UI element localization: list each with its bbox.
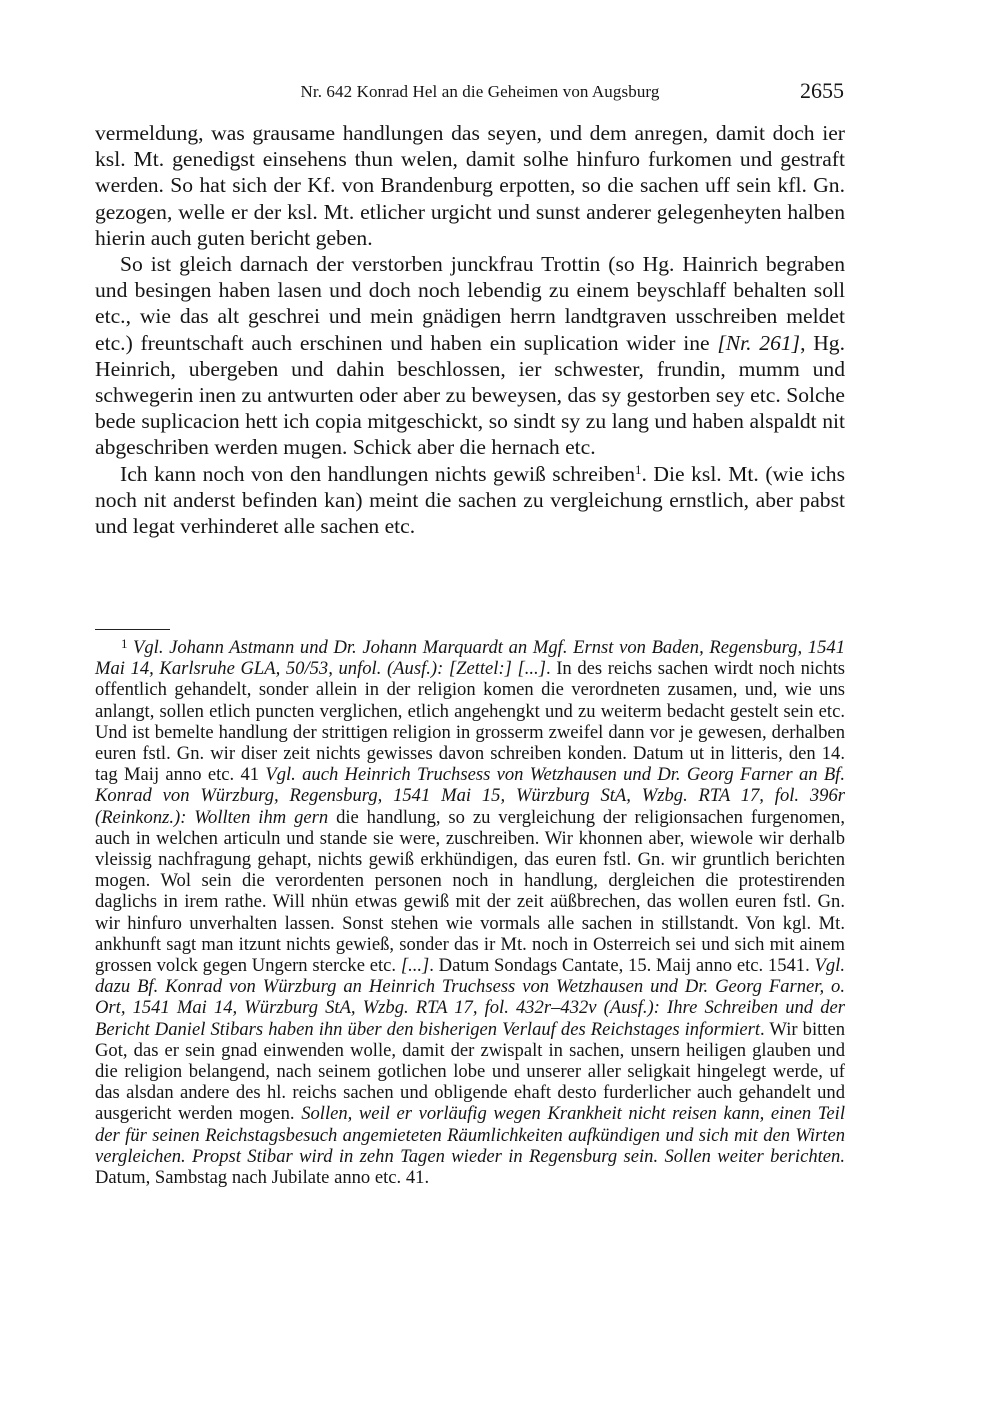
footnote-1-quote-4: . Wir bitten Got, das er sein gnad einwenden wolle, damit der zwispalt in sachen, unsern heiligen glauben und die religion belangend, nach seinem gotlichen lobe und unserer aller seligkait hingelegt werde, uf das alsdan andere des hl. reichs sachen und obligende ehaft desto furderlicher auch gehandelt und ausgericht werden mogen. <box>95 1018 845 1125</box>
paragraph-1: vermeldung, was grausame handlungen das seyen, und dem anregen, damit doch ier ksl. Mt. genedigst einsehens thun welen, damit solhe hinfuro furkomen und gestraft werden. So hat sich der Kf. von Brandenburg erpotten, so die sachen uff sein kfl. Gn. gezogen, welle er der ksl. Mt. etlicher urgicht und sunst anderer gelegenheyten halben hierin auch guten bericht geben. <box>95 121 845 250</box>
paragraph-3-text-b: . Die ksl. Mt. (wie ichs noch nit anderst befinden kan) meint die sachen zu vergleichung ernstlich, aber pabst und legat verhinderet alle sachen etc. <box>95 461 845 539</box>
footnote-1-editorial-4: Vgl. dazu Bf. Konrad von Würzburg an Heinrich Truchsess von Wetzhausen und Dr. Georg Farner, o. Ort, 1541 Mai 14, Würzburg StA, Wzbg. RTA 17, fol. 432r–432v (Ausf.): Ihre Schreiben und der Bericht Daniel Stibars haben ihn über den bisherigen Verlauf des Reichstages informiert <box>95 955 845 1040</box>
footnote-1-quote-2: die handlung, so zu vergleichung der religionsachen furgenomen, auch in welchen articuln und stande sie were, zuschreiben. Wir khonnen aber, wiewole wir derhalb vleissig nachfragung gehapt, nichts gewiß erkhündigen, das euren fstl. Gn. wir gruntlich berichten mogen. Wol sein die verordenten personen noch in handlung, dergleichen die protestirenden daglichs in irem rathe. Will nhün etwas gewiß mit der zeit aüßbrechen, das wollen euren fstl. Gn. wir hinfuro unverhalten lassen. Sonst stehen wie vormals alle sachen in stillstandt. Von kgl. Mt. ankhunft sagt man itzunt nichts gewieß, sonder das ir Mt. noch in Osterreich sei und sich mit ainem grossen volck gegen Ungern stercke etc. <box>95 806 845 977</box>
footnote-1-editorial-5: Sollen, weil er vorläufig wegen Krankheit nicht reisen kann, einen Teil der für seinen Reichstagsbesuch angemieteten Räumlichkeiten aufkündigen und sich mit den Wirten vergleichen. Propst Stibar wird in zehn Tagen wieder in Regensburg sein. Sollen weiter berichten. <box>95 1103 845 1167</box>
running-title: Nr. 642 Konrad Hel an die Geheimen von Augsburg <box>300 82 660 101</box>
footnote-reference: 1 <box>635 461 642 477</box>
paragraph-3 <box>95 461 845 540</box>
footnote-1-editorial-2: Vgl. auch Heinrich Truchsess von Wetzhausen und Dr. Georg Farner an Bf. Konrad von Würzburg, Regensburg, 1541 Mai 15, Würzburg StA, Wzbg. RTA 17, fol. 396r (Reinkonz.): Wollten ihm gern <box>95 764 845 828</box>
footnote-1-quote-1: . In des reichs sachen wirdt noch nichts offentlich gehandelt, sonder allein in der religion komen die verordneten zusamen, und, wie uns anlangt, sollen etlich puncten verglichen, etlich angehengkt und zu weiterm bedacht gestelt sein etc. Und ist bemelte handlung der strittigen religion in grosserm zweifel dann vor je gewesen, derhalben euren fstl. Gn. wir diser zeit nichts gewisses davon schreiben konden. Datum ut in litteris, den 14. tag Maij anno etc. 41 <box>95 658 845 786</box>
paragraph-3-text-a: Ich kann noch von den handlungen nichts gewiß schreiben <box>120 461 636 486</box>
paragraph-2 <box>95 251 845 461</box>
footnote-1-editorial-3: [...] <box>400 955 430 977</box>
footnote-1: 1 Vgl. Johann Astmann und Dr. Johann Marquardt an Mgf. Ernst von Baden, Regensburg, 1541 Mai 14, Karlsruhe GLA, 50/53, unfol. (Ausf.): [Zettel:] [...]. In des reichs sachen wirdt noch nichts offentlich gehandelt, sonder allein in der religion komen die verordneten zusamen, und, wie uns anlangt, sollen etlich puncten verglichen, etlich angehengkt und zu weiterm bedacht gestelt sein etc. Und ist bemelte handlung der strittigen religion in grosserm zweifel dann vor je gewesen, derhalben euren fstl. Gn. wir diser zeit nichts gewisses davon schreiben konden. Datum ut in litteris, den 14. tag Maij anno etc. 41 Vgl. auch Heinrich Truchsess von Wetzhausen und Dr. Georg Farner an Bf. Konrad von Würzburg, Regensburg, 1541 Mai 15, Würzburg StA, Wzbg. RTA 17, fol. 396r (Reinkonz.): Wollten ihm gern die handlung, so zu vergleichung der religionsachen furgenomen, auch in welchen articuln und stande sie were, zuschreiben. Wir khonnen aber, wiewole wir derhalb vleissig nachfragung gehapt, nichts gewiß erkhündigen, das euren fstl. Gn. wir gruntlich berichten mogen. Wol sein die verordenten personen noch in handlung, dergleichen die protestirenden daglichs in irem rathe. Will nhün etwas gewiß mit der zeit aüßbrechen, das wollen euren fstl. Gn. wir hinfuro unverhalten lassen. Sonst stehen wie vormals alle sachen in stillstandt. Von kgl. Mt. ankhunft sagt man itzunt nichts gewieß, sonder das ir Mt. noch in Osterreich sei und sich mit ainem grossen volck gegen Ungern stercke etc. [...]. Datum Sondags Cantate, 15. Maij anno etc. 1541. Vgl. dazu Bf. Konrad von Würzburg an Heinrich Truchsess von Wetzhausen und Dr. Georg Farner, o. Ort, 1541 Mai 14, Würzburg StA, Wzbg. RTA 17, fol. 432r–432v (Ausf.): Ihre Schreiben und der Bericht Daniel Stibars haben ihn über den bisherigen Verlauf des Reichstages informiert. Wir bitten Got, das er sein gnad einwenden wolle, damit der zwispalt in sachen, unsern heiligen glauben und die religion belangend, nach seinem gotlichen lobe und unserer aller seligkait hingelegt werde, uf das alsdan andere des hl. reichs sachen und obligende ehaft desto furderlicher auch gehandelt und ausgericht werden mogen. Sollen, weil er vorläufig wegen Krankheit nicht reisen kann, einen Teil der für seinen Reichstagsbesuch angemieteten Räumlichkeiten aufkündigen und sich mit den Wirten vergleichen. Propst Stibar wird in zehn Tagen wieder in Regensburg sein. Sollen weiter berichten. Datum, Sambstag nach Jubilate anno etc. 41. <box>95 636 845 1189</box>
paragraph-2-text-b: , Hg. Heinrich, ubergeben und dahin beschlossen, ier schwester, frundin, mumm und schwegerin inen zu antwurten oder aber zu beweysen, das sy gestorben sey etc. Solche bede suplicacion hett ich copia mitgeschickt, so sindt sy zu lang und haben alspaldt nit abgeschriben werden mugen. Schick aber die hernach etc. <box>95 330 845 460</box>
main-text <box>95 120 845 539</box>
cross-reference: [Nr. 261] <box>717 330 801 355</box>
footnotes <box>95 637 845 1188</box>
page-number: 2655 <box>800 78 844 103</box>
footnote-1-editorial-1: Vgl. Johann Astmann und Dr. Johann Marquardt an Mgf. Ernst von Baden, Regensburg, 1541 Mai 14, Karlsruhe GLA, 50/53, unfol. (Ausf.): [Zettel:] [...] <box>95 637 845 680</box>
footnote-separator <box>95 629 170 630</box>
paragraph-2-text-a: So ist gleich darnach der verstorben junckfrau Trottin (so Hg. Hainrich begraben und besingen haben lasen und doch noch lebendig zu einem beyschlaff behalten soll etc., wie das alt geschrei und mein gnädigen herrn landtgraven usschreiben meldet etc.) freuntschaft auch erschinen und haben ein suplication wider ine <box>95 252 845 355</box>
footnote-1-quote-3: . Datum Sondags Cantate, 15. Maij anno etc. 1541. <box>429 955 815 977</box>
footnote-1-quote-5: Datum, Sambstag nach Jubilate anno etc. 41. <box>95 1167 430 1189</box>
